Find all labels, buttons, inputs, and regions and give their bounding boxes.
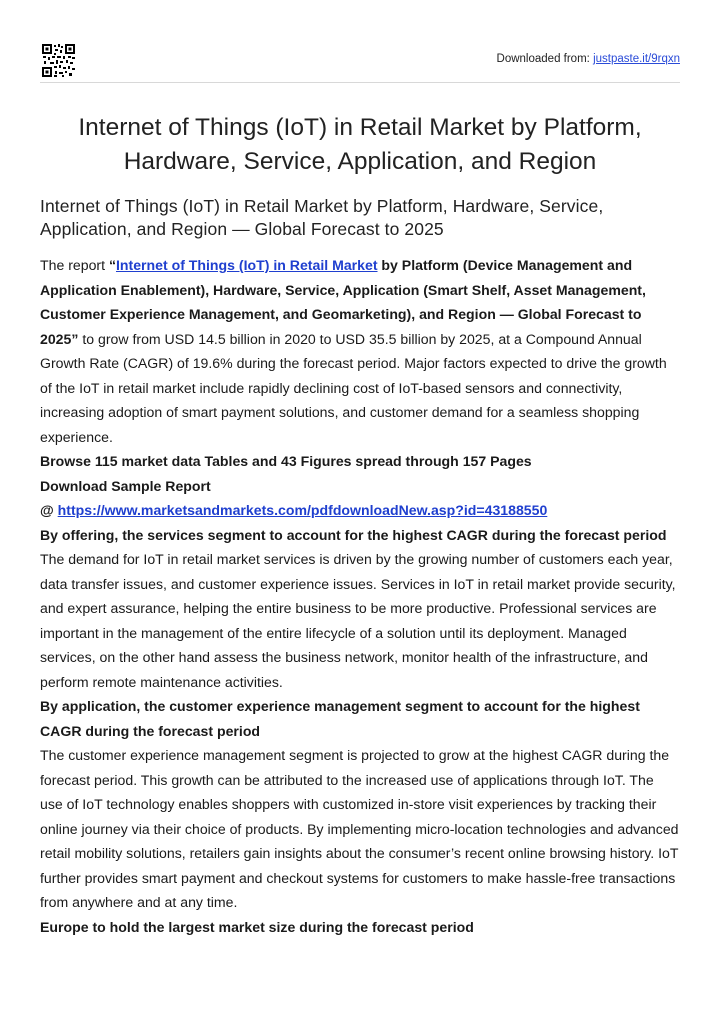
downloaded-from-label: Downloaded from:	[496, 53, 594, 65]
download-link-line	[40, 498, 680, 523]
article-body	[40, 253, 680, 939]
download-label: Download Sample Report	[40, 477, 211, 494]
intro-text: to grow from USD 14.5 billion in 2020 to USD 35.5 billion by 2025, at a Compound Annual Growth Rate (CAGR) of 19.6% during the forecast period. Major factors expected to drive the growth of the IoT in retail market include rapidly declining cost of IoT-based sensors and connectivity, increasing adoption of smart payment solutions, and customer demand for a seamless shopping experience.	[40, 330, 667, 445]
page-title: Internet of Things (IoT) in Retail Market by Platform, Hardware, Service, Application, and Region	[78, 114, 642, 175]
browse-line: Browse 115 market data Tables and 43 Figures spread through 157 Pages	[40, 453, 532, 469]
source-link[interactable]: justpaste.it/9rqxn	[593, 53, 680, 65]
download-at: @	[40, 502, 58, 518]
section-heading-europe: Europe to hold the largest market size during the forecast period	[40, 918, 474, 935]
page-header	[40, 42, 680, 83]
section-heading-application: By application, the customer experience management segment to account for the highest CAGR during the forecast period	[40, 698, 640, 739]
report-link[interactable]: Internet of Things (IoT) in Retail Market	[115, 257, 378, 273]
intro-report-title: by Platform (Device Management and Application Enablement), Hardware, Service, Application (Smart Shelf, Asset Management, Customer Experience Management, and Geomarketing), and Region — Global Forecast to 2025”	[40, 257, 646, 347]
download-source	[497, 53, 680, 65]
download-url-link[interactable]: https://www.marketsandmarkets.com/pdfdownloadNew.asp?id=43188550	[57, 502, 548, 518]
intro-paragraph	[40, 253, 680, 449]
section-text-services: The demand for IoT in retail market services is driven by the growing number of customers each year, data transfer issues, and customer experience issues. Services in IoT in retail market provide security, and expert assurance, helping the entire business to be more productive. Professional services are important in the management of the entire lifecycle of a solution until its deployment. Managed services, on the other hand assess the business network, monitor health of the infrastructure, and perform remote maintenance activities.	[40, 551, 676, 690]
page-subtitle: Internet of Things (IoT) in Retail Market by Platform, Hardware, Service, Application, and Region — Global Forecast to 2025	[40, 196, 604, 239]
section-text-application: The customer experience management segment is projected to grow at the highest CAGR during the forecast period. This growth can be attributed to the increased use of applications through IoT. The use of IoT technology enables shoppers with customized in-store visit experiences by tracking their online journey via their choice of products. By implementing micro-location technologies and advanced retail mobility solutions, retailers gain insights about the consumer’s recent online browsing history. IoT further provides smart payment and checkout systems for customers to make hassle-free transactions from anywhere and at any time.	[40, 747, 679, 910]
intro-open-quote: “	[108, 257, 116, 273]
qr-code-icon	[42, 44, 75, 77]
section-heading-services: By offering, the services segment to account for the highest CAGR during the forecast period	[40, 526, 667, 543]
intro-prefix: The report	[40, 257, 109, 273]
